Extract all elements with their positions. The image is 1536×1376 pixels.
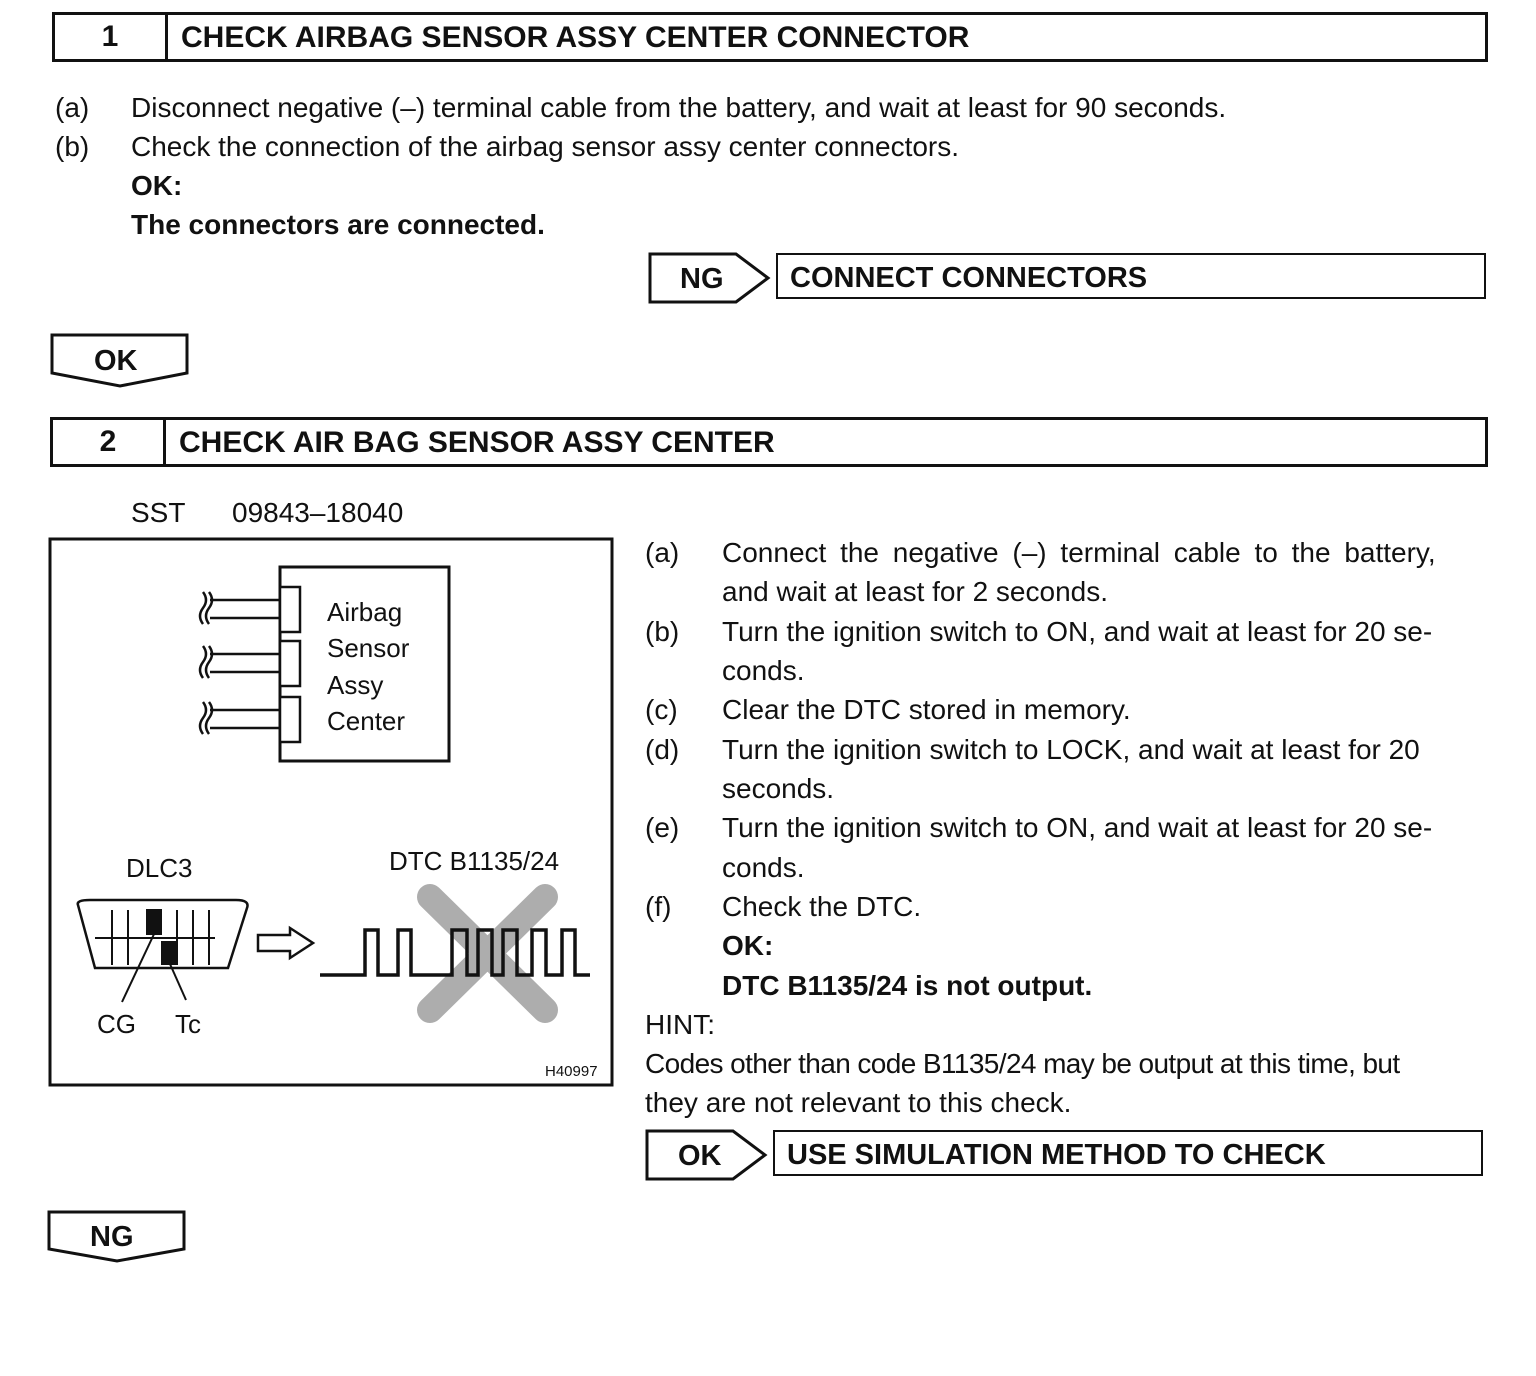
pin-cg-label: CG [97, 1009, 136, 1039]
step2-item-b-line1: Turn the ignition switch to ON, and wait at least for 20 se- [722, 616, 1433, 647]
sst-label: SST [131, 497, 186, 528]
step2-ok-tag [645, 1129, 769, 1181]
sensor-label-line2: Sensor [327, 633, 410, 663]
step2-title: CHECK AIR BAG SENSOR ASSY CENTER [179, 426, 775, 459]
airbag-diagram [48, 537, 616, 1089]
step2-item-e-label: (e) [645, 812, 680, 843]
step2-item-b-line2: conds. [722, 655, 805, 686]
step1-title: CHECK AIRBAG SENSOR ASSY CENTER CONNECTOR [181, 21, 970, 54]
step2-item-c-line1: Clear the DTC stored in memory. [722, 694, 1131, 725]
step2-item-c-label: (c) [645, 694, 678, 725]
step2-item-d-line2: seconds. [722, 773, 835, 804]
step2-ok-result: USE SIMULATION METHOD TO CHECK [773, 1130, 1483, 1176]
step2-item-d-label: (d) [645, 734, 680, 765]
step2-item-b-label: (b) [645, 616, 680, 647]
sensor-label-line3: Assy [327, 670, 384, 700]
step2-item-d-line1: Turn the ignition switch to LOCK, and wait at least for 20 [722, 734, 1420, 765]
step2-ng-flow-text: NG [90, 1221, 134, 1253]
step2-number: 2 [53, 420, 166, 464]
step1-ok-flow-arrow [50, 333, 190, 389]
dlc3-label: DLC3 [126, 853, 193, 883]
step1-ng-tag-text: NG [680, 263, 724, 295]
sensor-label-line4: Center [327, 706, 406, 736]
hint-line1: Codes other than code B1135/24 may be output at this time, but [645, 1048, 1400, 1079]
dtc-label: DTC B1135/24 [389, 846, 560, 876]
step2-item-a-line2: and wait at least for 2 seconds. [722, 576, 1108, 607]
figure-id: H40997 [545, 1063, 598, 1080]
step1-ok-label: OK: [131, 170, 183, 201]
step2-header [50, 417, 1488, 467]
step2-ng-flow-arrow [47, 1210, 187, 1264]
step1-item-b-text: Check the connection of the airbag sensor assy center connectors. [131, 131, 960, 162]
step2-item-a-line1: Connect the negative (–) terminal cable to the battery, [722, 537, 1436, 568]
hint-line2: they are not relevant to this check. [645, 1087, 1072, 1118]
step2-ok-text: DTC B1135/24 is not output. [722, 970, 1093, 1001]
step1-ng-tag [648, 252, 772, 304]
sst-number: 09843–18040 [232, 497, 404, 528]
step1-ng-result: CONNECT CONNECTORS [776, 253, 1486, 299]
step2-item-f-label: (f) [645, 891, 672, 922]
step1-ok-text: The connectors are connected. [131, 209, 545, 240]
step2-item-f-line1: Check the DTC. [722, 891, 922, 922]
step1-header [52, 12, 1488, 62]
step1-item-a-text: Disconnect negative (–) terminal cable from the battery, and wait at least for 90 seconds. [131, 92, 1227, 123]
step1-item-a-label: (a) [55, 92, 90, 123]
sensor-label-line1: Airbag [327, 597, 403, 627]
step1-item-b-label: (b) [55, 131, 90, 162]
step2-item-e-line1: Turn the ignition switch to ON, and wait at least for 20 se- [722, 812, 1433, 843]
step2-item-a-label: (a) [645, 537, 680, 568]
step2-ok-label: OK: [722, 930, 774, 961]
step1-ok-flow-text: OK [94, 345, 138, 377]
pin-tc-label: Tc [175, 1009, 201, 1039]
step1-number: 1 [55, 15, 168, 59]
step2-ok-tag-text: OK [678, 1140, 722, 1172]
hint-label: HINT: [645, 1009, 715, 1040]
step2-item-e-line2: conds. [722, 852, 805, 883]
